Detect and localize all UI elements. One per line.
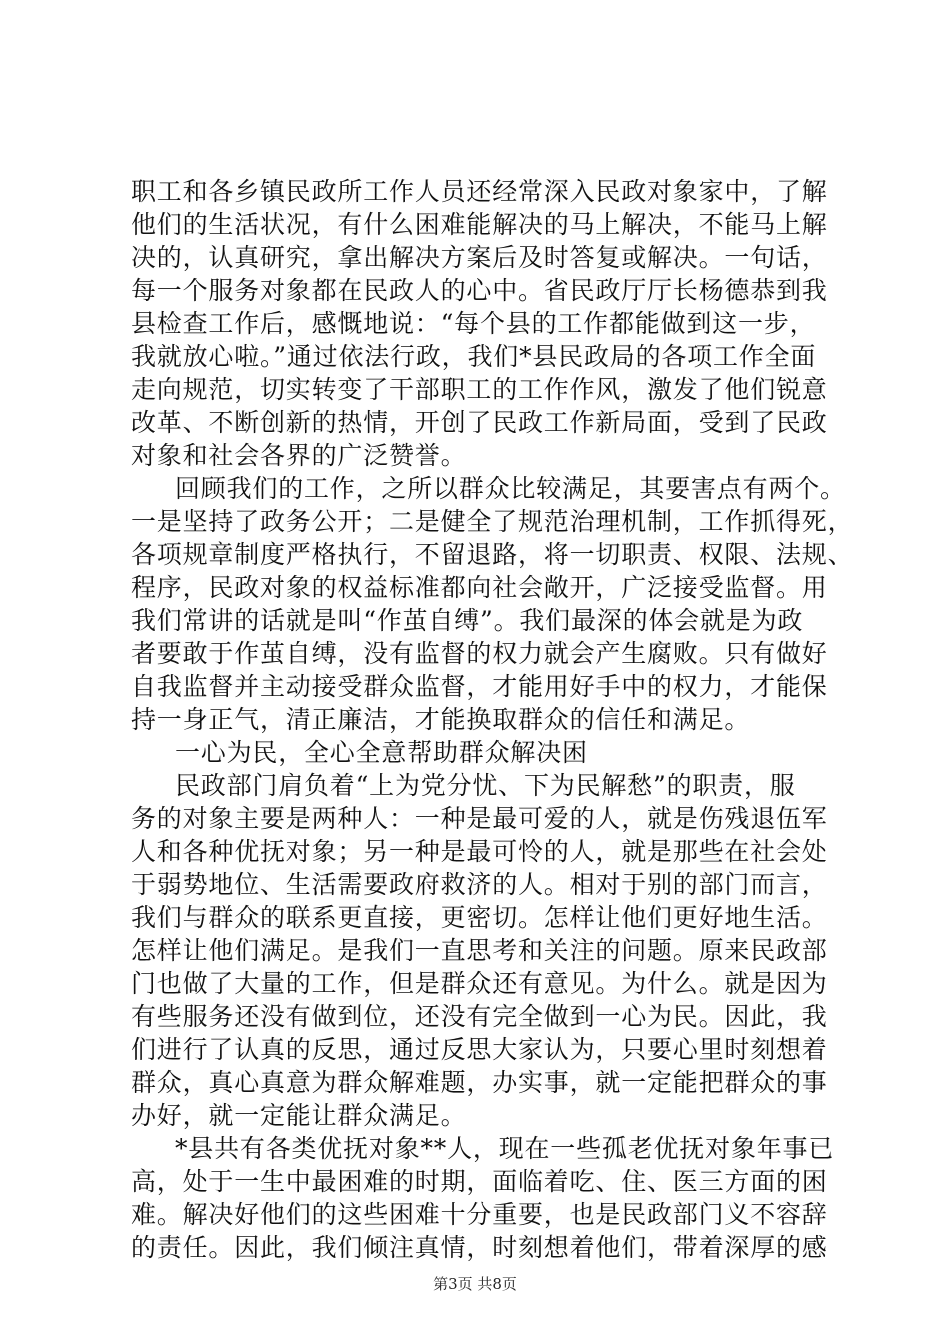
text-line: 他们的生活状况，有什么困难能解决的马上解决，不能马上解: [131, 210, 828, 239]
text-line: 者要敢于作茧自缚，没有监督的权力就会产生腐败。只有做好: [131, 639, 828, 668]
text-line: 改革、不断创新的热情，开创了民政工作新局面，受到了民政: [131, 408, 828, 437]
body-text: [131, 175, 854, 1264]
text-line: 一是坚持了政务公开；二是健全了规范治理机制，工作抓得死，: [131, 507, 854, 536]
text-line: 群众，真心真意为群众解难题，办实事，就一定能把群众的事: [131, 1068, 828, 1097]
text-line: 每一个服务对象都在民政人的心中。省民政厅厅长杨德恭到我: [131, 276, 828, 305]
text-line: 民政部门肩负着“上为党分忧、下为民解愁”的职责，服: [175, 771, 796, 800]
text-line: 门也做了大量的工作，但是群众还有意见。为什么。就是因为: [131, 969, 828, 998]
page-number: 第3页 共8页: [433, 1275, 517, 1293]
text-line: 决的，认真研究，拿出解决方案后及时答复或解决。一句话，: [131, 243, 828, 272]
text-line: 有些服务还没有做到位，还没有完全做到一心为民。因此，我: [131, 1002, 828, 1031]
text-line: 人和各种优抚对象；另一种是最可怜的人，就是那些在社会处: [131, 837, 828, 866]
text-line: 职工和各乡镇民政所工作人员还经常深入民政对象家中，了解: [131, 177, 828, 206]
text-line: 县检查工作后，感慨地说：“每个县的工作都能做到这一步，: [131, 309, 816, 338]
text-line: 我就放心啦。”通过依法行政，我们*县民政局的各项工作全面: [131, 342, 817, 371]
text-line: 们进行了认真的反思，通过反思大家认为，只要心里时刻想着: [131, 1035, 828, 1064]
text-line: 对象和社会各界的广泛赞誉。: [131, 441, 467, 470]
text-line: 办好，就一定能让群众满足。: [131, 1101, 467, 1130]
text-line: 我们与群众的联系更直接，更密切。怎样让他们更好地生活。: [131, 903, 828, 932]
page-footer: [0, 1273, 950, 1294]
text-line: 程序，民政对象的权益标准都向社会敞开，广泛接受监督。用: [131, 573, 828, 602]
section-heading: 一心为民，全心全意帮助群众解决困: [175, 738, 588, 767]
text-line: 各项规章制度严格执行，不留退路，将一切职责、权限、法规、: [131, 540, 854, 569]
text-line: 走向规范，切实转变了干部职工的工作作风，激发了他们锐意: [131, 375, 828, 404]
text-line: 的责任。因此，我们倾注真情，时刻想着他们，带着深厚的感: [131, 1233, 828, 1262]
text-line: 务的对象主要是两种人：一种是最可爱的人，就是伤残退伍军: [131, 804, 828, 833]
text-line: *县共有各类优抚对象**人，现在一些孤老优抚对象年事已: [175, 1134, 835, 1163]
text-line: 回顾我们的工作，之所以群众比较满足，其要害点有两个。: [175, 474, 846, 503]
text-line: 自我监督并主动接受群众监督，才能用好手中的权力，才能保: [131, 672, 828, 701]
text-line: 高，处于一生中最困难的时期，面临着吃、住、医三方面的困: [131, 1167, 828, 1196]
text-line: 持一身正气，清正廉洁，才能换取群众的信任和满足。: [131, 705, 751, 734]
text-line: 怎样让他们满足。是我们一直思考和关注的问题。原来民政部: [131, 936, 828, 965]
text-line: 于弱势地位、生活需要政府救济的人。相对于别的部门而言，: [131, 870, 828, 899]
text-line: 难。解决好他们的这些困难十分重要，也是民政部门义不容辞: [131, 1200, 828, 1229]
text-line: 我们常讲的话就是叫“作茧自缚”。我们最深的体会就是为政: [131, 606, 804, 635]
